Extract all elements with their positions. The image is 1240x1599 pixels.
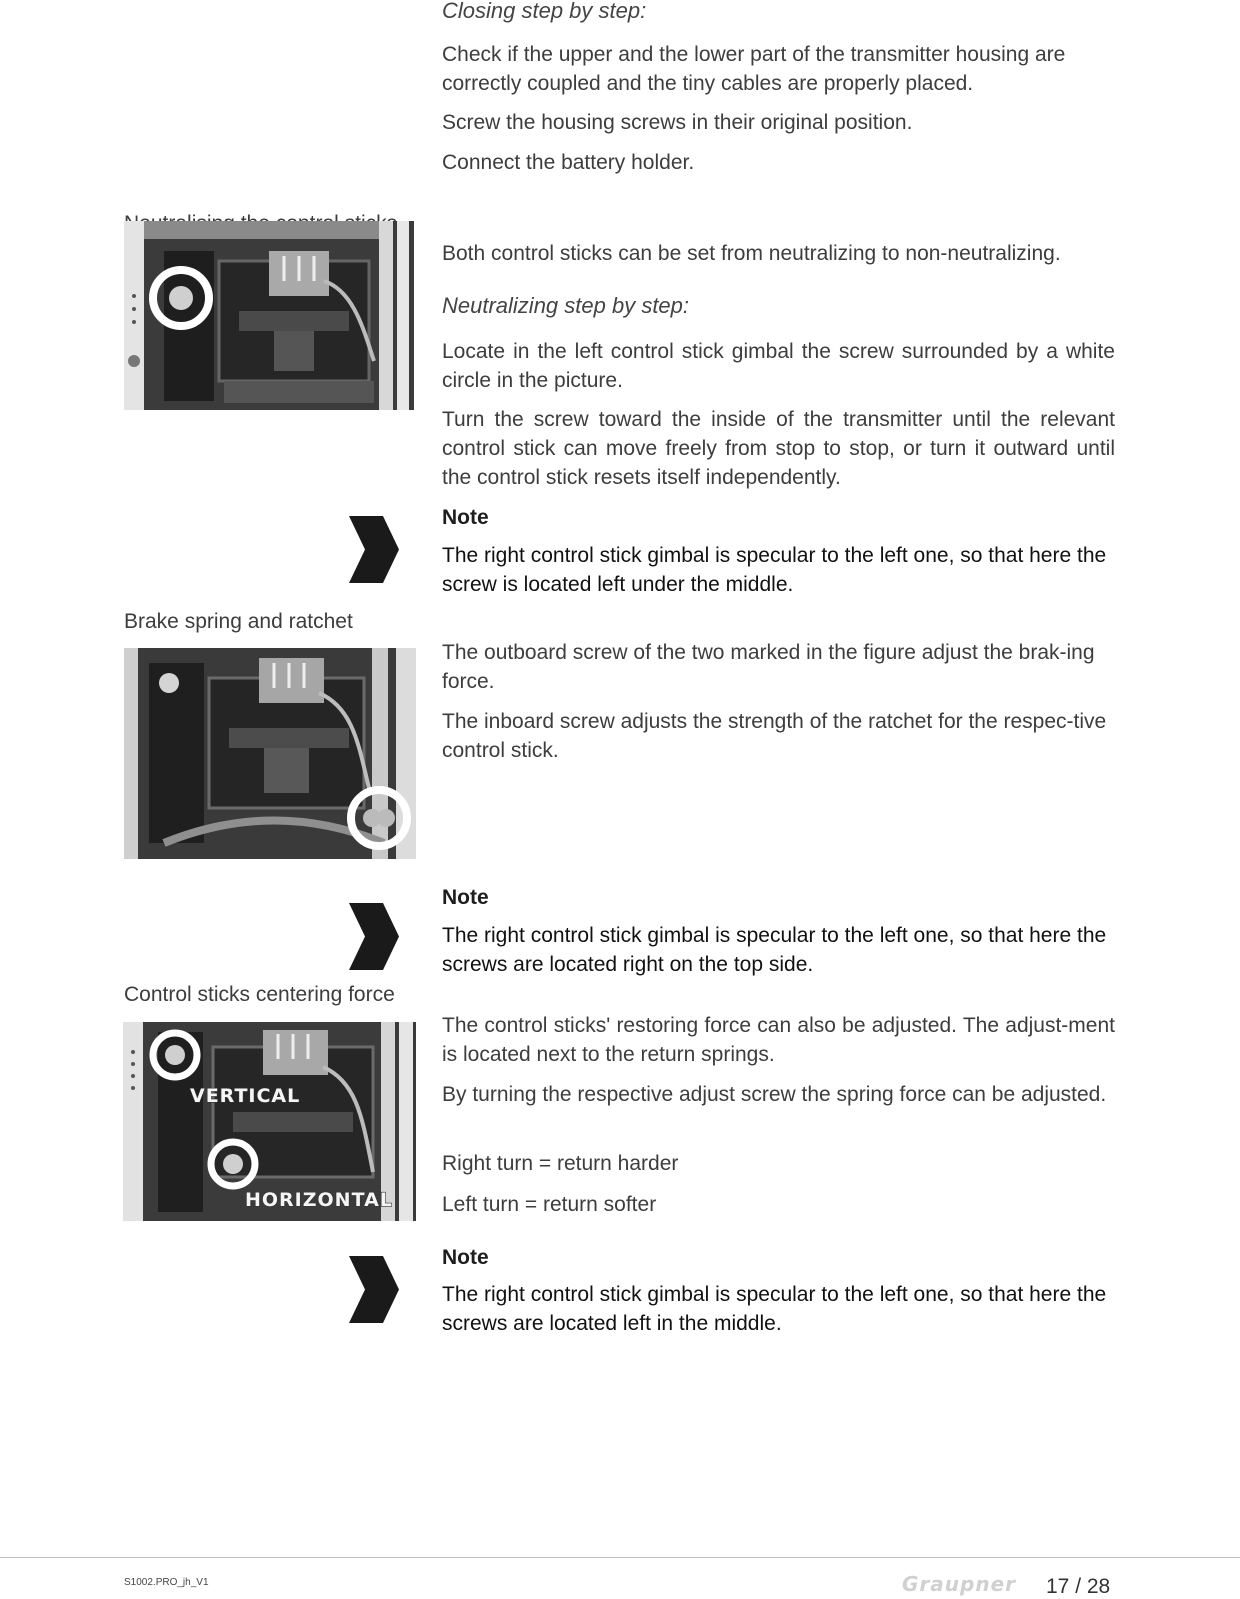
closing-heading: Closing step by step: — [442, 0, 647, 23]
brake-caption: Brake spring and ratchet — [124, 610, 353, 633]
closing-paragraph-3: Connect the battery holder. — [442, 151, 695, 174]
footer-divider — [0, 1557, 1240, 1558]
neutral-gimbal-photo — [124, 221, 414, 410]
footer-document-code: S1002.PRO_jh_V1 — [124, 1577, 209, 1588]
centering-paragraph-1: The control sticks' restoring force can also be adjusted. The adjust-ment is located next to the return springs. — [442, 1014, 1115, 1066]
centering-gimbal-photo — [123, 1022, 416, 1221]
brake-note-title: Note — [442, 886, 489, 909]
vertical-label: VERTICAL — [190, 1085, 301, 1107]
centering-caption: Control sticks centering force — [124, 983, 395, 1006]
centering-paragraph-3: Right turn = return harder — [442, 1152, 679, 1175]
brake-paragraph-2: The inboard screw adjusts the strength of the ratchet for the respec-tive control stick. — [442, 710, 1107, 762]
double-chevron-icon — [345, 512, 403, 587]
double-chevron-icon — [345, 1252, 403, 1327]
brake-gimbal-photo — [124, 648, 416, 859]
neutral-note-body: The right control stick gimbal is specular to the left one, so that here the screw is located left under the middle. — [442, 544, 1107, 596]
neutral-paragraph-1: Locate in the left control stick gimbal the screw surrounded by a white circle in the picture. — [442, 340, 1115, 392]
neutral-intro: Both control sticks can be set from neutralizing to non-neutralizing. — [442, 242, 1061, 265]
closing-paragraph-2: Screw the housing screws in their original position. — [442, 111, 913, 134]
page-number: 17 / 28 — [1046, 1575, 1111, 1598]
centering-note-title: Note — [442, 1246, 489, 1269]
brake-paragraph-1: The outboard screw of the two marked in the figure adjust the brak-ing force. — [442, 641, 1095, 693]
centering-paragraph-4: Left turn = return softer — [442, 1193, 657, 1216]
brand-logo: Graupner — [902, 1572, 1016, 1596]
double-chevron-icon — [345, 899, 403, 974]
closing-paragraph-1: Check if the upper and the lower part of the transmitter housing are correctly coupled and the tiny cables are properly placed. — [442, 43, 1066, 95]
centering-paragraph-2: By turning the respective adjust screw the spring force can be adjusted. — [442, 1083, 1107, 1106]
neutral-paragraph-2: Turn the screw toward the inside of the transmitter until the relevant control stick can move freely from stop to stop, or turn it outward until the control stick resets itself independently. — [442, 408, 1115, 489]
centering-note-body: The right control stick gimbal is specular to the left one, so that here the screws are located left in the middle. — [442, 1283, 1107, 1335]
neutral-note-title: Note — [442, 506, 489, 529]
horizontal-label: HORIZONTAL — [245, 1189, 393, 1211]
neutral-heading: Neutralizing step by step: — [442, 293, 690, 318]
brake-note-body: The right control stick gimbal is specular to the left one, so that here the screws are located right on the top side. — [442, 924, 1107, 976]
